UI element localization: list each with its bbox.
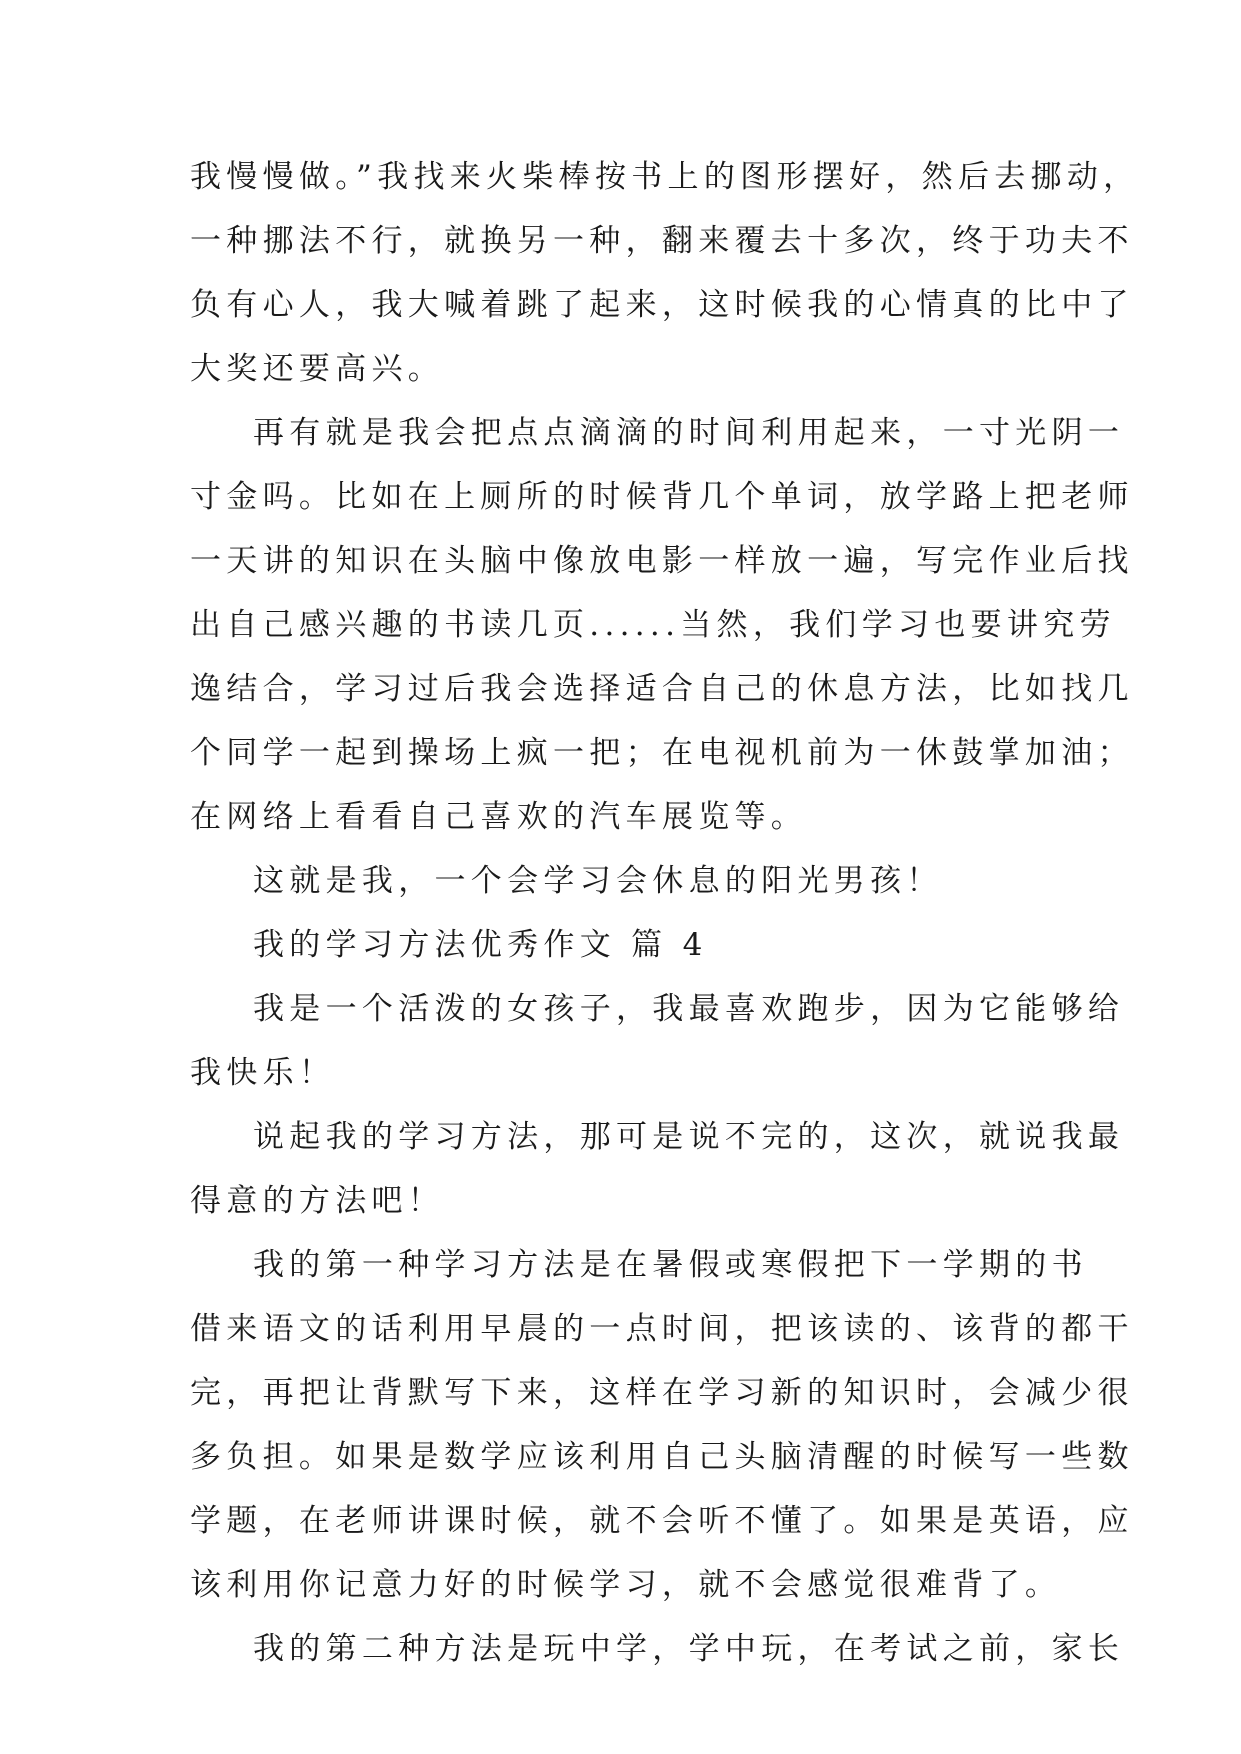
paragraph-start-line: 再有就是我会把点点滴滴的时间利用起来，一寸光阴一: [253, 415, 1125, 451]
text-line: 寸金吗。比如在上厕所的时候背几个单词，放学路上把老师: [190, 479, 1134, 515]
text-line: 逸结合，学习过后我会选择适合自己的休息方法，比如找几: [190, 671, 1134, 707]
text-line: 出自己感兴趣的书读几页......当然，我们学习也要讲究劳: [190, 607, 1116, 643]
paragraph-start-line: 我的第一种学习方法是在暑假或寒假把下一学期的书: [253, 1247, 1088, 1283]
text-line: 完，再把让背默写下来，这样在学习新的知识时，会减少很: [190, 1375, 1134, 1411]
text-line: 学题，在老师讲课时候，就不会听不懂了。如果是英语，应: [190, 1503, 1134, 1539]
paragraph-start-line: 我的第二种方法是玩中学，学中玩，在考试之前，家长: [253, 1631, 1125, 1667]
text-line: 我快乐！: [190, 1055, 336, 1091]
paragraph-start-line: 我是一个活泼的女孩子，我最喜欢跑步，因为它能够给: [253, 991, 1125, 1027]
text-line: 我慢慢做。”我找来火柴棒按书上的图形摆好，然后去挪动，: [190, 159, 1140, 195]
text-line: 个同学一起到操场上疯一把；在电视机前为一休鼓掌加油；: [190, 735, 1134, 771]
text-line: 多负担。如果是数学应该利用自己头脑清醒的时候写一些数: [190, 1439, 1134, 1475]
text-line: 在网络上看看自己喜欢的汽车展览等。: [190, 799, 808, 835]
paragraph-start-line: 这就是我，一个会学习会休息的阳光男孩！: [253, 863, 943, 899]
paragraph-start-line: 说起我的学习方法，那可是说不完的，这次，就说我最: [253, 1119, 1125, 1155]
text-line: 得意的方法吧！: [190, 1183, 445, 1219]
text-line: 一种挪法不行，就换另一种，翻来覆去十多次，终于功夫不: [190, 223, 1134, 259]
text-line: 借来语文的话利用早晨的一点时间，把该读的、该背的都干: [190, 1311, 1134, 1347]
section-heading: 我的学习方法优秀作文 篇 4: [253, 927, 708, 963]
text-line: 该利用你记意力好的时候学习，就不会感觉很难背了。: [190, 1567, 1062, 1603]
text-line: 大奖还要高兴。: [190, 351, 445, 387]
text-line: 负有心人，我大喊着跳了起来，这时候我的心情真的比中了: [190, 287, 1134, 323]
text-line: 一天讲的知识在头脑中像放电影一样放一遍，写完作业后找: [190, 543, 1134, 579]
